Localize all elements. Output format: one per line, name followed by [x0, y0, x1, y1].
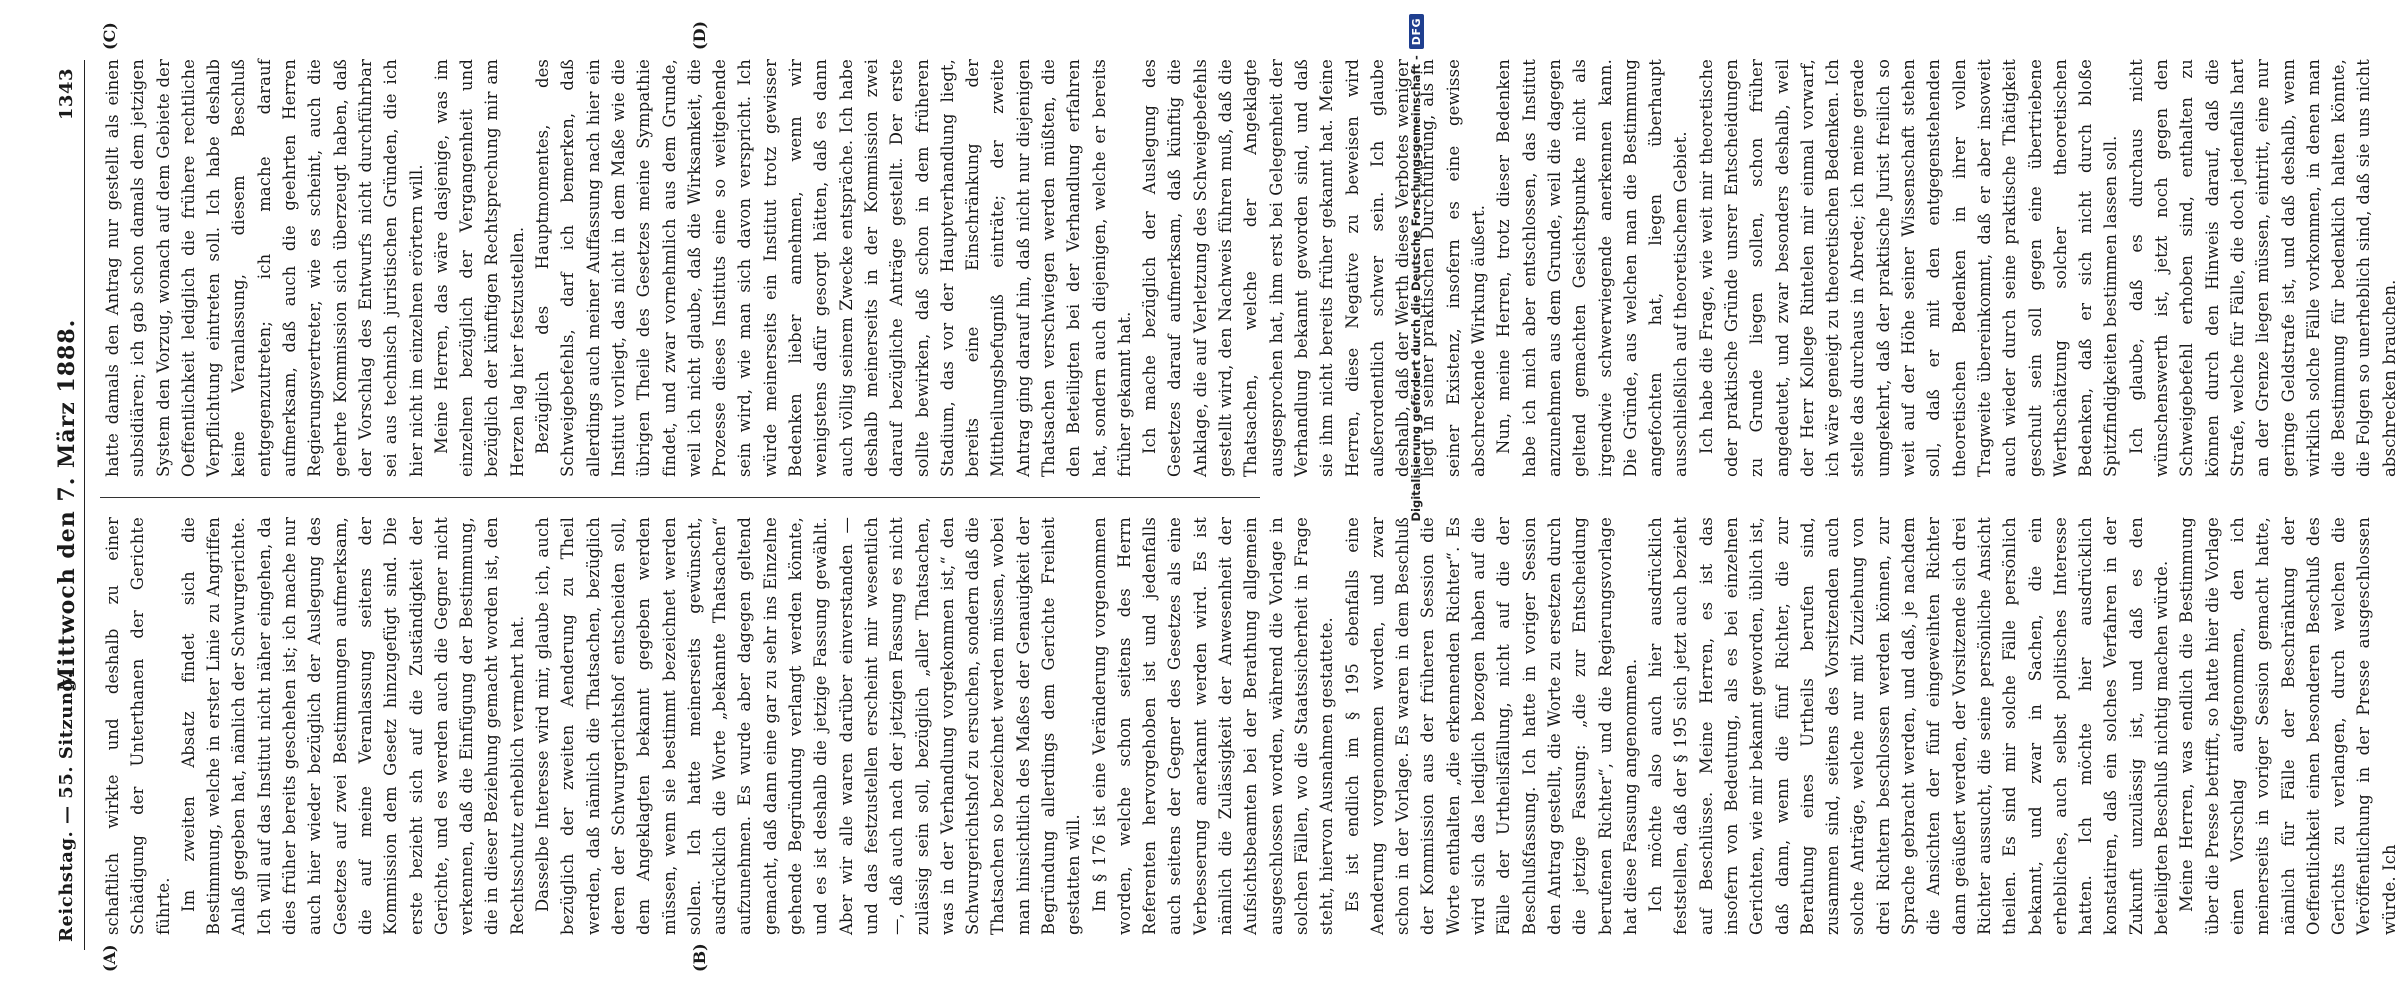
- header-date: Mittwoch den 7. März 1888.: [54, 318, 80, 692]
- page-header: [50, 60, 85, 950]
- footer-text: Digitalisierung gefördert durch die Deutsche Forschungsgemeinschaft -: [1409, 55, 1423, 522]
- margin-mark-a: (A): [100, 944, 119, 972]
- paragraph: Im zweiten Absatz findet sich die Bestimmung, welche in erster Linie zu Angriffen Anlaß gegeben hat, nämlich der Schwurgerichte. Ich will auf das Institut nicht näher eingehen, da dies früher bereits geschehen ist; ich mache nur auch hier wieder bezüglich der Auslegung des Gesetzes auf zwei Bestimmungen aufmerksam, die auf meine Veranlassung seitens der Kommission dem Gesetz hinzugefügt sind. Die erste bezieht sich auf die Zuständigkeit der Gerichte, und es werden auch die Gegner nicht verkennen, daß die Einfügung der Bestimmung, die in dieser Beziehung gemacht worden ist, den Rechtsschutz erheblich vermehrt hat.: [178, 517, 527, 935]
- paragraph: Nun, meine Herren, trotz dieser Bedenken habe ich mich aber entschlossen, das Institut anzunehmen aus dem Grunde, weil die dagegen geltend gemachten Gesichtspunkte nicht als irgendwie schwerwiegende anerkennen kann. Die Gründe, aus welchen man die Bestimmung angefochten hat, liegen überhaupt ausschließlich auf theoretischem Gebiet.: [1494, 59, 1691, 477]
- paragraph: Dasselbe Interesse wird mir, glaube ich, auch bezüglich der zweiten Aenderung zu Theil werden, daß nämlich die Thatsachen, bezüglich deren der Schwurgerichtshof entscheiden soll, dem Angeklagten bekannt gegeben werden müssen, wenn sie bestimmt bezeichnet werden sollen. Ich hatte meinerseits gewünscht, ausdrücklich die Worte „bekannte Thatsachen“ aufzunehmen. Es wurde aber dagegen geltend gemacht, daß dann eine gar zu sehr ins Einzelne gehende Begründung verlangt werden könnte, und es ist deshalb die jetzige Fassung gewählt. Aber wir alle waren darüber einverstanden — und das festzustellen erscheint mir wesentlich —, daß auch nach der jetzigen Fassung es nicht zulässig sein soll, bezüglich „aller Thatsachen, was in der Verhandlung vorgekommen ist,“ den Schwurgerichtshof zu ersuchen, sondern daß die Thatsachen so bezeichnet werden müssen, wobei man hinsichtlich des Maßes der Genauigkeit der Begründung allerdings dem Gerichte Freiheit gestatten will.: [533, 517, 1084, 935]
- dfg-logo: DFG: [1409, 14, 1424, 49]
- paragraph: Meine Herren, das wäre dasjenige, was im einzelnen bezüglich der Vergangenheit und bezüglich der künftigen Rechtsprechung mir am Herzen lag hier festzustellen.: [431, 59, 527, 477]
- paragraph: schaftlich wirkte und deshalb zu einer Schädigung der Unterthanen der Gerichte führte.: [103, 517, 173, 935]
- digitization-footer: [1403, 0, 1429, 1000]
- paragraph: Meine Herren, was endlich die Bestimmung über die Presse betrifft, so hatte hier die Vorlage einen Vorschlag aufgenommen, den ich meinerseits in voriger Session gemacht hatte, nämlich für Fälle der Beschränkung der Oeffentlichkeit einen besonderen Beschluß des Gerichts zu verlangen, durch welchen die Veröffentlichung in der Presse ausgeschlossen würde. Ich: [2177, 517, 2399, 935]
- paragraph: hatte damals den Antrag nur gestellt als einen subsidiären; ich gab schon damals dem jetzigen System den Vorzug, wonach auf dem Gebiete der Oeffentlichkeit lediglich die frühere rechtliche Verpflichtung eintreten soll. Ich habe deshalb keine Veranlassung, diesem Beschluß entgegenzutreten; ich mache darauf aufmerksam, daß auch die geehrten Herren Regierungsvertreter, wie es scheint, auch die geehrte Kommission sich überzeugt haben, daß der Vorschlag des Entwurfs nicht durchführbar sei aus technisch juristischen Gründen, die ich hier nicht im einzelnen erörtern will.: [103, 59, 426, 477]
- left-column: [100, 517, 2399, 935]
- paragraph: Im § 176 ist eine Veränderung vorgenommen worden, welche schon seitens des Herrn Referenten hervorgehoben ist und jedenfalls auch seitens der Gegner des Gesetzes als eine Verbesserung anerkannt werden wird. Es ist nämlich die Zulässigkeit der Anwesenheit der Aufsichtsbeamten bei der Berathung allgemein ausgeschlossen worden, während die Vorlage in solchen Fällen, wo die Staatssicherheit in Frage steht, hiervon Ausnahmen gestattete.: [1089, 517, 1337, 935]
- header-page-number: 1343: [56, 68, 77, 121]
- margin-mark-d: (D): [690, 20, 709, 50]
- header-session: Reichstag. — 55. Sitzung.: [56, 671, 77, 942]
- paragraph: Ich möchte also auch hier ausdrücklich feststellen, daß der § 195 sich jetzt auch bezieht auf Beschlüsse. Meine Herren, es ist das insofern von Bedeutung, als es bei einzelnen Gerichten, wie mir bekannt geworden, üblich ist, daß dann, wenn die fünf Richter, die zur Berathung eines Urtheils berufen sind, zusammen sind, seitens des Vorsitzenden auch solche Anträge, welche nur mit Zuziehung von drei Richtern beschlossen werden können, zur Sprache gebracht werden, und daß, je nachdem die Ansichten der fünf eingeweihten Richter dann geäußert werden, der Vorsitzende sich drei Richter aussucht, die seine persönliche Ansicht theilen. Es sind mir solche Fälle persönlich bekannt, und zwar in Sachen, die ein erhebliches, auch selbst politisches Interesse hatten. Ich möchte hier ausdrücklich konstatiren, daß ein solches Verfahren in der Zukunft unzulässig ist, und daß es den beteiligten Beschluß nichtig machen würde.: [1646, 517, 2172, 935]
- paragraph: Ich glaube, daß es durchaus nicht wünschenswerth ist, jetzt noch gegen den Schweigebefehl erhoben sind, enthalten zu können durch den Hinweis darauf, daß die Strafe, welche für Fälle, die doch jedenfalls hart an der Grenze liegen müssen, eintritt, eine nur geringe Geldstrafe ist, und daß deshalb, wenn wirklich solche Fälle vorkommen, in denen man die Bestimmung für bedenklich halten könnte, die Folgen so unerheblich sind, daß sie uns nicht abschrecken brauchen.: [2126, 59, 2399, 477]
- paragraph: Ich mache bezüglich der Auslegung des Gesetzes darauf aufmerksam, daß künftig die Anklage, die auf Verletzung des Schweigebefehls gestellt wird, den Nachweis führen muß, daß die Thatsachen, welche der Angeklagte ausgesprochen hat, ihm erst bei Gelegenheit der Verhandlung bekannt geworden sind, und daß sie ihm nicht bereits früher gekannt hat. Meine Herren, diese Negative zu beweisen wird außerordentlich schwer sein. Ich glaube deshalb, daß der Werth dieses Verbotes weniger liegt in seiner praktischen Durchführung, als in seiner Existenz, insofern es eine gewisse abschreckende Wirkung äußert.: [1140, 59, 1489, 477]
- paragraph: Bezüglich des Hauptmomentes, des Schweigebefehls, darf ich bemerken, daß allerdings auch meiner Auffassung nach hier ein Institut vorliegt, das nicht in dem Maße wie die übrigen Theile des Gesetzes meine Sympathie findet, und zwar vornehmlich aus dem Grunde, weil ich nicht glaube, daß die Wirksamkeit, die Prozesse dieses Instituts eine so weitgehende sein wird, wie man sich davon verspricht. Ich würde meinerseits ein Institut trotz gewisser Bedenken lieber annehmen, wenn wir wenigstens dafür gesorgt hätten, daß es dann auch völlig seinem Zwecke entspräche. Ich habe deshalb meinerseits in der Kommission zwei darauf bezügliche Anträge gestellt. Der erste sollte bewirken, daß schon in dem früheren Stadium, das vor der Hauptverhandlung liegt, bereits eine Einschränkung der Mittheilungsbefugniß einträte; der zweite Antrag ging darauf hin, daß nicht nur diejenigen Thatsachen verschwiegen werden müßten, die den Beteiligten bei der Verhandlung erfahren hat, sondern auch diejenigen, welche er bereits früher gekannt hat.: [533, 59, 1134, 477]
- paragraph: Es ist endlich im § 195 ebenfalls eine Aenderung vorgenommen worden, und zwar schon in der Vorlage. Es waren in dem Beschluß der Kommission aus der früheren Session die Worte enthalten „die erkennenden Richter“. Es wird sich das lediglich bezogen haben auf die Fälle der Urtheilsfällung, nicht auf die der Beschlußfassung. Ich hatte in voriger Session den Antrag gestellt, die Worte zu ersetzen durch die jetzige Fassung: „die zur Entscheidung berufenen Richter“, und die Regierungsvorlage hat diese Fassung angenommen.: [1342, 517, 1640, 935]
- paragraph: Ich habe die Frage, wie weit mir theoretische oder praktische Gründe unsrer Entscheidungen zu Grunde liegen sollen, schon früher angedeutet, und zwar besonders deshalb, weil der Herr Kollege Rintelen mir einmal vorwarf, ich wäre geneigt zu theoretischen Bedenken. Ich stelle das durchaus in Abrede; ich meine gerade umgekehrt, daß der praktische Jurist freilich so weit auf der Höhe seiner Wissenschaft stehen soll, daß er mit den entgegenstehenden theoretischen Bedenken in ihrer vollen Tragweite übereinkommt, daß er aber insoweit auch wieder durch seine praktische Thätigkeit geschult sein soll gegen eine übertriebene Werthschätzung solcher theoretischen Bedenken, daß er sich nicht durch bloße Spitzfindigkeiten bestimmen lassen soll.: [1696, 59, 2121, 477]
- margin-mark-b: (B): [690, 943, 709, 972]
- column-divider: [100, 497, 1260, 498]
- margin-mark-c: (C): [100, 22, 119, 50]
